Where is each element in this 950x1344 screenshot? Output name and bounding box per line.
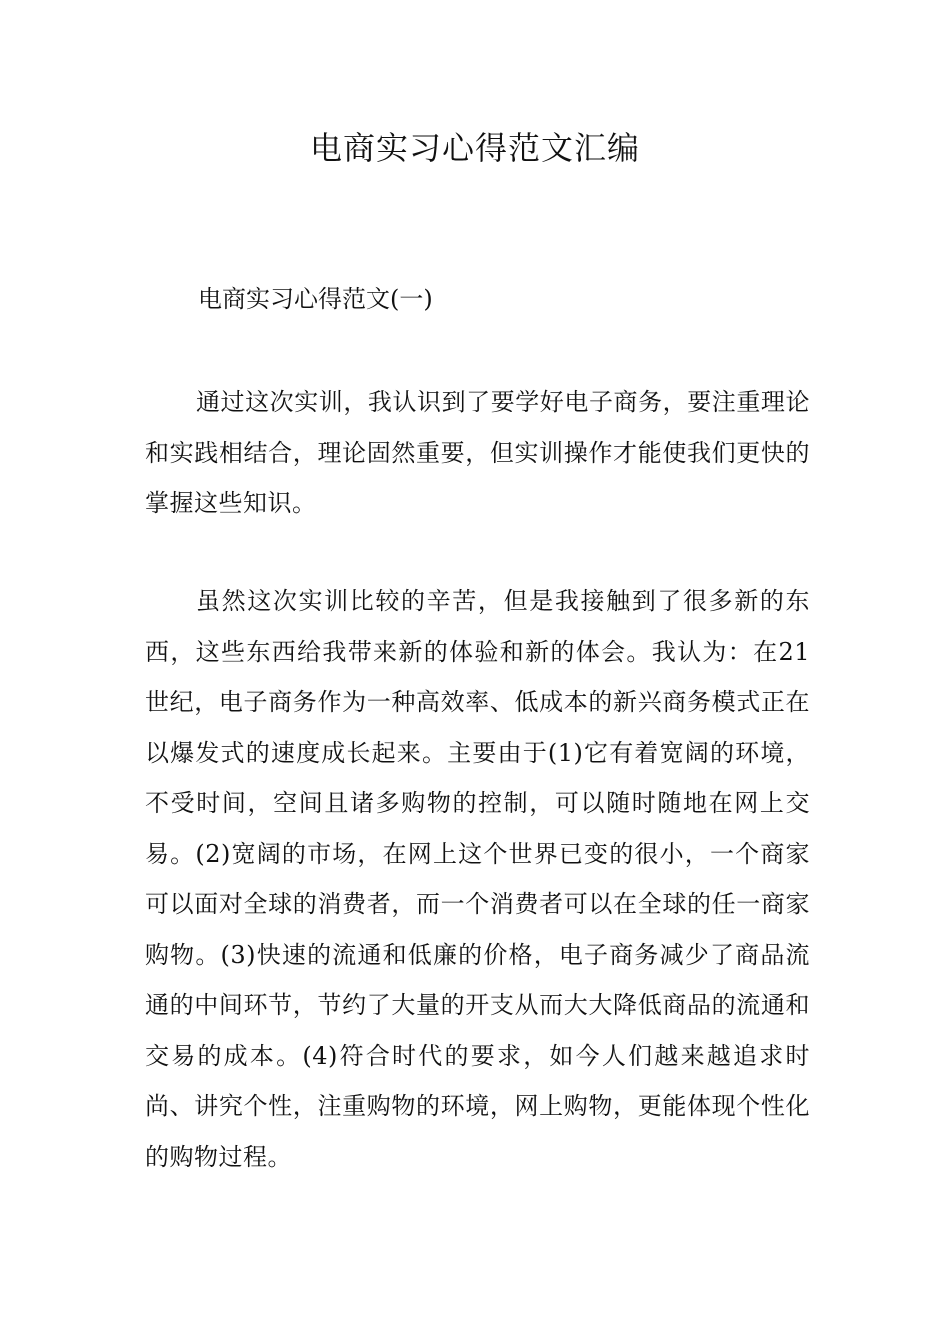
paragraph-2: 虽然这次实训比较的辛苦，但是我接触到了很多新的东西，这些东西给我带来新的体验和新的体会。我认为：在21世纪，电子商务作为一种高效率、低成本的新兴商务模式正在以爆发式的速度成长起来。主要由于(1)它有着宽阔的环境，不受时间，空间且诸多购物的控制，可以随时随地在网上交易。(2)宽阔的市场，在网上这个世界已变的很小，一个商家可以面对全球的消费者，而一个消费者可以在全球的任一商家购物。(3)快速的流通和低廉的价格，电子商务减少了商品流通的中间环节，节约了大量的开支从而大大降低商品的流通和交易的成本。(4)符合时代的要求，如今人们越来越追求时尚、讲究个性，注重购物的环境，网上购物，更能体现个性化的购物过程。 bbox=[145, 587, 810, 1171]
paragraph-1: 通过这次实训，我认识到了要学好电子商务，要注重理论和实践相结合，理论固然重要，但实训操作才能使我们更快的掌握这些知识。 bbox=[145, 388, 810, 517]
section-heading: 电商实习心得范文(一) bbox=[198, 285, 433, 313]
document-title: 电商实习心得范文汇编 bbox=[309, 129, 640, 167]
